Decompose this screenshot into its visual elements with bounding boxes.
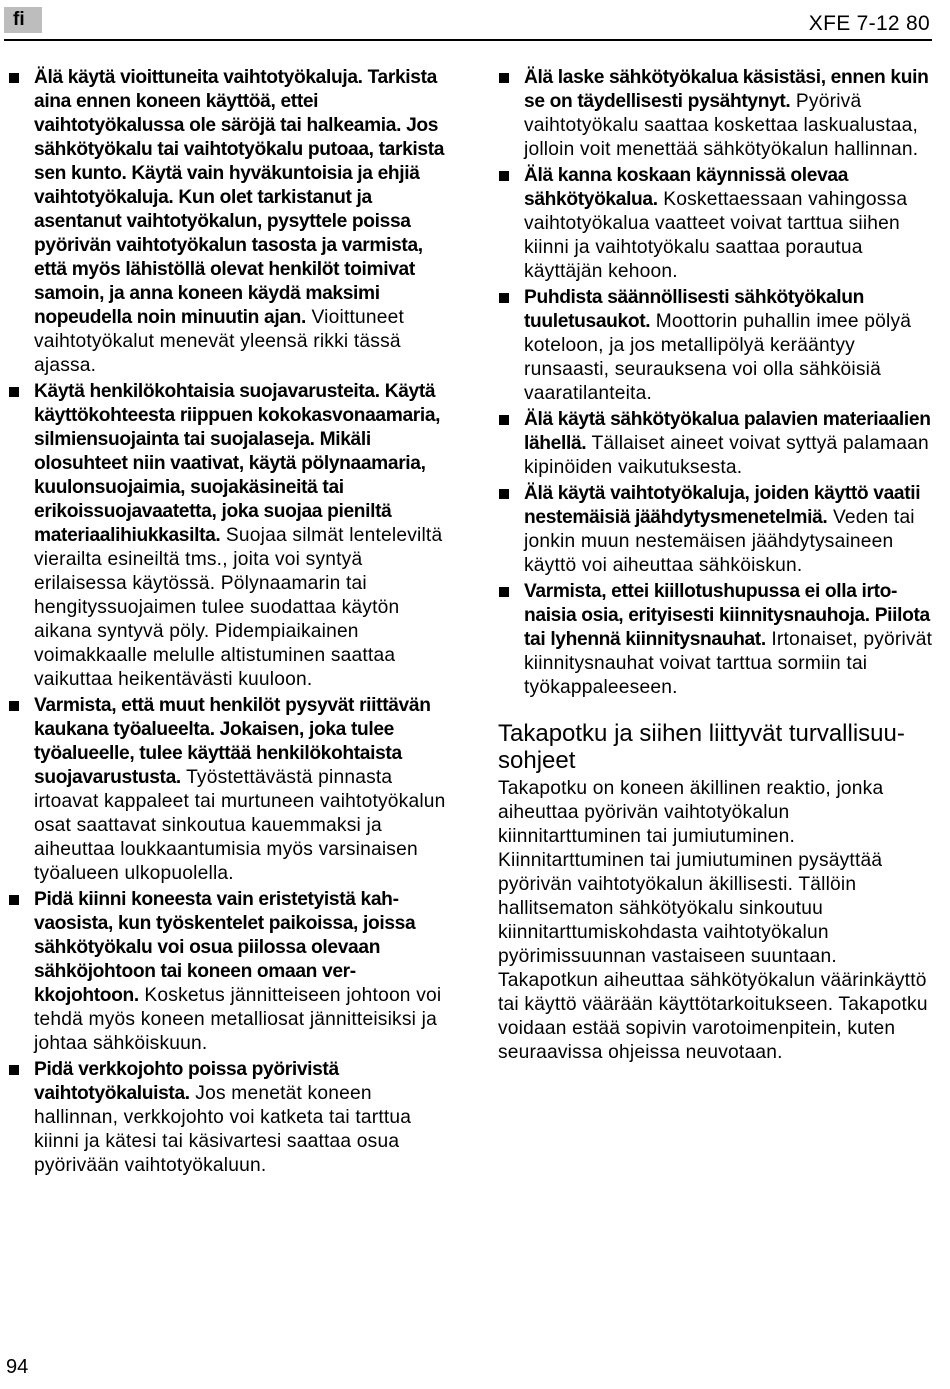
list-item [498, 408, 934, 480]
section-paragraph: Takapotku on koneen äkillinen reaktio, jonka aiheuttaa pyörivän vaihtotyökalun kiinnitarttuminen tai jumiutuminen. Kiinnitarttuminen tai jumiutuminen pysäyttää pyörivän vaihtotyökalun äkillisesti. Tällöin hallitsematon sähkötyökalu sinkoutuu kiinnitarttumiskohdasta vaihtotyökalun pyörimissuunnan vastaiseen suuntaan. Takapotkun aiheuttaa sähkötyökalun väärinkäyttö tai käyttö väärään käyttötarkoitukseen. Takapotku voidaan estää sopivin varotoimenpitein, kuten seuraavissa ohjeissa neuvotaan. [498, 778, 928, 1063]
item-bold-text: Pidä kiinni koneesta vain eristetyistä kahvaosista, kun työskentelet paikoissa, joissa sähkötyökalu voi osua piilossa olevaan sähköjohtoon tai koneen omaan verkkojohtoon. [34, 889, 416, 1006]
list-item [498, 482, 934, 578]
square-bullet-icon [9, 73, 19, 83]
list-item [498, 164, 934, 284]
item-text: Jos menetät koneen hallinnan, verkkojohto voi katketa tai tarttua kiinni ja kätesi tai käsivartesi saattaa osua pyörivään vaihtotyökaluun. [34, 1083, 412, 1176]
square-bullet-icon [499, 73, 509, 83]
list-item [8, 694, 448, 886]
header-rule [4, 39, 932, 41]
list-item [498, 580, 934, 700]
item-bold-text: Varmista, että muut henkilöt pysyvät riittävän kaukana työalueelta. Jokaisen, joka tulee työalueelle, tulee käyttää henkilökohtaista suojavarustusta. [34, 695, 431, 788]
item-bold-text: Älä käytä vaihtotyökaluja, joiden käyttö vaatii nestemäisiä jäähdytysmenetelmiä. [524, 483, 921, 528]
item-bold-text: Älä käytä vioittuneita vaihtotyökaluja. Tarkista aina ennen koneen käyttöä, ettei vaihtotyökalussa ole säröjä tai halkeamia. Jos sähkötyökalu tai vaihtotyökalu putoaa, tarkista sen kunto. Käytä vain hyväkuntoisia ja ehjiä vaihtotyökaluja. Kun olet tarkistanut ja asentanut vaihtotyökalun, pysyttele poissa pyörivän vaihtotyökalun tasosta ja varmista, että myös lähistöllä olevat henkilöt toimivat samoin, ja anna koneen käydä maksimi nopeudella noin minuutin ajan. [34, 67, 445, 328]
right-column [498, 66, 934, 1065]
item-text: Moottorin puhallin imee pölyä koteloon, ja jos metallipölyä kerääntyy runsaasti, seurauksena voi olla sähköisiä vaaratilanteita. [524, 311, 912, 404]
item-bold-text: Älä laske sähkötyökalua käsistäsi, ennen kuin se on täydellisesti pysähtynyt. [524, 67, 929, 112]
square-bullet-icon [499, 415, 509, 425]
item-bold-text: Varmista, ettei kiillotushupussa ei olla irtonaisia osia, erityisesti kiinnitysnauhoja. Piilota tai lyhennä kiinnitysnauhat. [524, 581, 930, 650]
item-text: Kosketus jännitteiseen johtoon voi tehdä myös koneen metalliosat jännitteisiksi ja johtaa sähköiskuun. [34, 985, 442, 1054]
square-bullet-icon [9, 387, 19, 397]
item-text: Tällaiset aineet voivat syttyä palamaan kipinöiden vaikutuksesta. [524, 433, 929, 478]
item-bold-text: Puhdista säännöllisesti sähkötyökalun tuuletusaukot. [524, 287, 864, 332]
item-text: Pyörivä vaihtotyökalu saattaa koskettaa laskualustaa, jolloin voit menettää sähkötyökalun hallinnan. [524, 91, 919, 160]
square-bullet-icon [499, 293, 509, 303]
square-bullet-icon [9, 1065, 19, 1075]
list-item [8, 1058, 448, 1178]
item-bold-text: Älä käytä sähkötyökalua palavien materiaalien lähellä. [524, 409, 931, 454]
list-item [8, 66, 448, 378]
section-heading: Takapotku ja siihen liittyvät turvallisuusohjeet [498, 720, 905, 774]
item-text: Veden tai jonkin muun nestemäisen jäähdytysaineen käyttö voi aiheuttaa sähköiskun. [524, 507, 915, 576]
item-bold-text: Pidä verkkojohto poissa pyörivistä vaihtotyökaluista. [34, 1059, 339, 1104]
page-number: 94 [6, 1356, 29, 1378]
item-text: Koskettaessaan vahingossa vaihtotyökalua vaatteet voivat tarttua siihen kiinni ja vaihtotyökalu saattaa porautua käyttäjän kehoon. [524, 189, 908, 282]
list-item [498, 66, 934, 162]
safety-list-left [8, 66, 448, 1178]
item-bold-text: Käytä henkilökohtaisia suojavarusteita. Käytä käyttökohteesta riippuen kokokasvonaamaria, silmiensuojainta tai suojalaseja. Mikäli olosuhteet niin vaativat, käytä pölynaamaria, kuulonsuojaimia, suojakäsineitä tai erikoissuojavaatetta, joka suojaa pieniltä materiaalihiukkasilta. [34, 381, 441, 546]
item-text: Työstettävästä pinnasta irtoavat kappaleet tai murtuneen vaihtotyökalun osat saattavat sinkoutua kauemmaksi ja aiheuttaa loukkaantumisia myös varsinaisen työalueen ulkopuolella. [34, 767, 446, 884]
list-item [8, 888, 448, 1056]
square-bullet-icon [499, 489, 509, 499]
item-text: Suojaa silmät lenteleviltä vierailta esineiltä tms., joita voi syntyä erilaisessa käytössä. Pölynaamarin tai hengityssuojaimen tulee suodattaa käytön aikana syntyvä pöly. Pidempiaikainen voimakkaalle melulle altistuminen saattaa vaikuttaa heikentävästi kuuloon. [34, 525, 443, 690]
list-item [498, 286, 934, 406]
left-column [8, 66, 448, 1180]
square-bullet-icon [9, 895, 19, 905]
square-bullet-icon [9, 701, 19, 711]
item-bold-text: Älä kanna koskaan käynnissä olevaa sähkötyökalua. [524, 165, 849, 210]
item-text: Irtonaiset, pyörivät kiinnitysnauhat voivat tarttua sormiin tai työkappaleeseen. [524, 629, 933, 698]
language-badge: fi [4, 7, 42, 33]
model-number: XFE 7-12 80 [808, 12, 930, 35]
square-bullet-icon [499, 587, 509, 597]
list-item [8, 380, 448, 692]
square-bullet-icon [499, 171, 509, 181]
item-text: Vioittuneet vaihtotyökalut menevät yleensä rikki tässä ajassa. [34, 307, 405, 376]
safety-list-right [498, 66, 934, 700]
